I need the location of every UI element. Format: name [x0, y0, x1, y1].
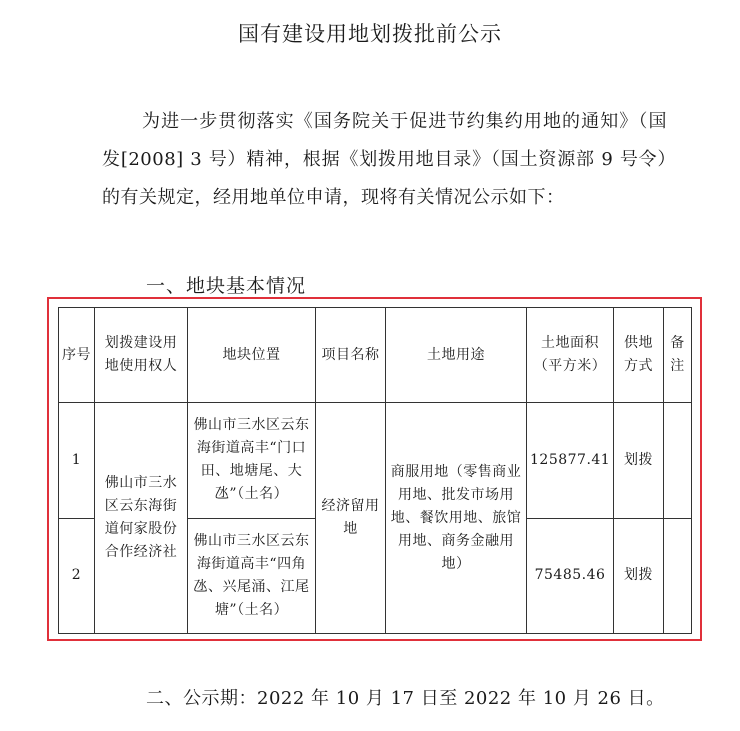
cell-project: 经济留用地 [316, 403, 386, 634]
page-title: 国有建设用地划拨批前公示 [238, 22, 502, 46]
header-location: 地块位置 [188, 308, 316, 403]
cell-area: 75485.46 [527, 518, 614, 634]
cell-seq: 1 [59, 403, 95, 519]
header-supply: 供地方式 [614, 308, 664, 403]
parcel-table [58, 307, 692, 634]
table-row [59, 403, 692, 519]
cell-area: 125877.41 [527, 403, 614, 519]
header-seq: 序号 [59, 308, 95, 403]
header-remark: 备注 [664, 308, 692, 403]
cell-supply: 划拨 [614, 403, 664, 519]
cell-remark [664, 403, 692, 519]
section-heading-publicity-period: 二、公示期：2022 年 10 月 17 日至 2022 年 10 月 26 日。 [146, 688, 665, 709]
table-header-row [59, 308, 692, 403]
cell-location: 佛山市三水区云东海街道高丰“四角氹、兴尾涌、江尾塘”（土名） [188, 518, 316, 634]
header-area: 土地面积（平方米） [527, 308, 614, 403]
section-heading-basic-info: 一、地块基本情况 [146, 275, 307, 297]
cell-seq: 2 [59, 518, 95, 634]
header-usage: 土地用途 [386, 308, 527, 403]
cell-supply: 划拨 [614, 518, 664, 634]
cell-location: 佛山市三水区云东海街道高丰“门口田、地塘尾、大氹”（土名） [188, 403, 316, 519]
header-project: 项目名称 [316, 308, 386, 403]
cell-usage: 商服用地（零售商业用地、批发市场用地、餐饮用地、旅馆用地、商务金融用地） [386, 403, 527, 634]
intro-paragraph: 为进一步贯彻落实《国务院关于促进节约集约用地的通知》（国发[2008] 3 号）精神，根据《划拨用地目录》（国土资源部 9 号令）的有关规定，经用地单位申请，现将有关情况公示如下： [102, 111, 667, 208]
header-user: 划拨建设用地使用权人 [95, 308, 188, 403]
cell-user: 佛山市三水区云东海街道何家股份合作经济社 [95, 403, 188, 634]
cell-remark [664, 518, 692, 634]
